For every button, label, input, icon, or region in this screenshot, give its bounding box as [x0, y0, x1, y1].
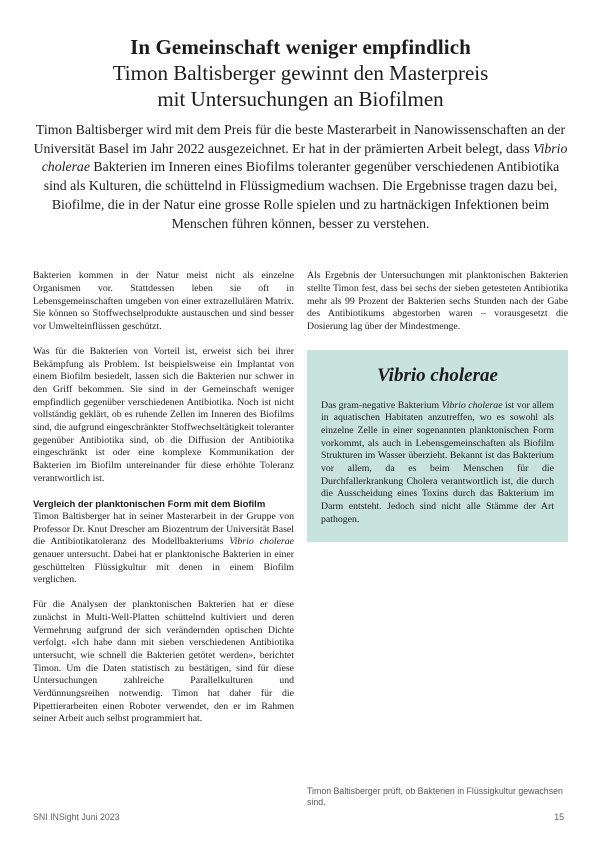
body-paragraph: Timon Baltisberger hat in seiner Masterarbeit in der Gruppe von Professor Dr. Knut Drescher am Biozentrum der Universität Basel die Antibiotikatoleranz des Modellbakteriums Vibrio cholerae genauer untersucht. Dabei hat er planktonische Bakterien in einer geschüttelten Flüssigkultur mit denen in einem Biofilm verglichen. — [33, 510, 294, 586]
right-column — [307, 270, 568, 738]
section-heading: Vergleich der planktonischen Form mit dem Biofilm — [33, 498, 266, 510]
article-subtitle-line2: mit Untersuchungen an Biofilmen — [157, 87, 444, 111]
left-column — [33, 270, 294, 738]
body-paragraph: Als Ergebnis der Untersuchungen mit planktonischen Bakterien stellte Timon fest, dass bei sechs der sieben getesteten Antibiotika mehr als 99 Prozent der Bakterien sechs Stunden nach der Gabe des Antibiotikums abgestorben waren – vorausgesetzt die Dosierung lag über der Mindestmenge. — [307, 270, 568, 332]
infobox-title: Vibrio cholerae — [377, 364, 498, 386]
article-columns — [33, 270, 568, 738]
infobox-text: Das gram-negative Bakterium Vibrio cholerae ist vor allem in aquatischen Habitaten anzutreffen, wo es sowohl als einzelne Zelle in einer sogenannten planktonischen Form vorkommt, als auch in Lebensgemeinschaften als Biofilm Strukturen im Wasser überzieht. Bekannt ist das Bakterium vor allem, da es beim Menschen für die Durchfallerkrankung Cholera verantwortlich ist, die durch die Ausscheidung eines Toxins durch das Bakterium im Darm entsteht. Jedoch sind nicht alle Stämme der Art pathogen. — [321, 399, 554, 525]
footer-page-number: 15 — [554, 812, 564, 822]
lead-paragraph: Timon Baltisberger wird mit dem Preis für die beste Masterarbeit in Nanowissenschaften an der Universität Basel im Jahr 2022 ausgezeichnet. Er hat in der prämierten Arbeit belegt, dass Vibrio cholerae Bakterien im Inneren eines Biofilms toleranter gegenüber verschiedenen Antibiotika sind als Kulturen, die schüttelnd in Flüssigmedium wachsen. Die Ergebnisse tragen dazu bei, Biofilme, die in der Natur eine grosse Rolle spielen und zu hartnäckigen Infektionen beim Menschen führen können, besser zu verstehen. — [33, 122, 568, 231]
body-paragraph: Bakterien kommen in der Natur meist nicht als einzelne Organismen vor. Stattdessen leben sie oft in Lebensgemeinschaften umgeben von einer extrazellulären Matrix. Sie können so Stoffwechselprodukte austauschen und sind besser vor Umwelteinflüssen geschützt. — [33, 270, 294, 332]
page-footer — [33, 812, 564, 822]
body-paragraph: Was für die Bakterien von Vorteil ist, erweist sich bei ihrer Bekämpfung als Problem. Ist beispielsweise ein Implantat von einem Biofilm besiedelt, lassen sich die Bakterien nur schwer in den Griff bekommen. Sie sind in der Gemeinschaft weniger empfindlich gegenüber verschiedenen Antibiotika. Noch ist nicht vollständig geklärt, ob es ruhende Zellen im Inneren des Biofilms sind, die aufgrund eingeschränkter Stoffwechseltätigkeit toleranter gegenüber Antibiotika sind, ob die Diffusion der Antibiotika eingeschränkt ist oder eine komplexe Kommunikation der Bakterien im Biofilm untereinander für diese erhöhte Toleranz verantwortlich ist. — [33, 346, 294, 484]
body-paragraph: Für die Analysen der planktonischen Bakterien hat er diese zunächst in Multi-Well-Platten schüttelnd kultiviert und deren Vermehrung aufgrund der sich verändernden optischen Dichte verfolgt. «Ich habe dann mit sieben verschiedenen Antibiotika untersucht, wie schnell die Bakterien getötet werden», berichtet Timon. Um die Daten statistisch zu bestätigen, sind für diese Untersuchungen zahlreiche Parallelkulturen und Verdünnungsreihen notwendig. Timon hat daher für die Pipettierarbeiten einen Roboter verwendet, den er im Rahmen seiner Arbeit auch selbst programmiert hat. — [33, 599, 294, 725]
infobox-vibrio-cholerae — [307, 350, 568, 542]
article-title: In Gemeinschaft weniger empfindlich — [130, 35, 471, 59]
photo-caption: Timon Baltisberger prüft, ob Bakterien in Flüssigkultur gewachsen sind. — [307, 786, 563, 807]
article-header — [33, 34, 568, 112]
footer-publication: SNI INSight Juni 2023 — [33, 812, 120, 822]
article-subtitle-line1: Timon Baltisberger gewinnt den Masterpreis — [112, 61, 489, 85]
